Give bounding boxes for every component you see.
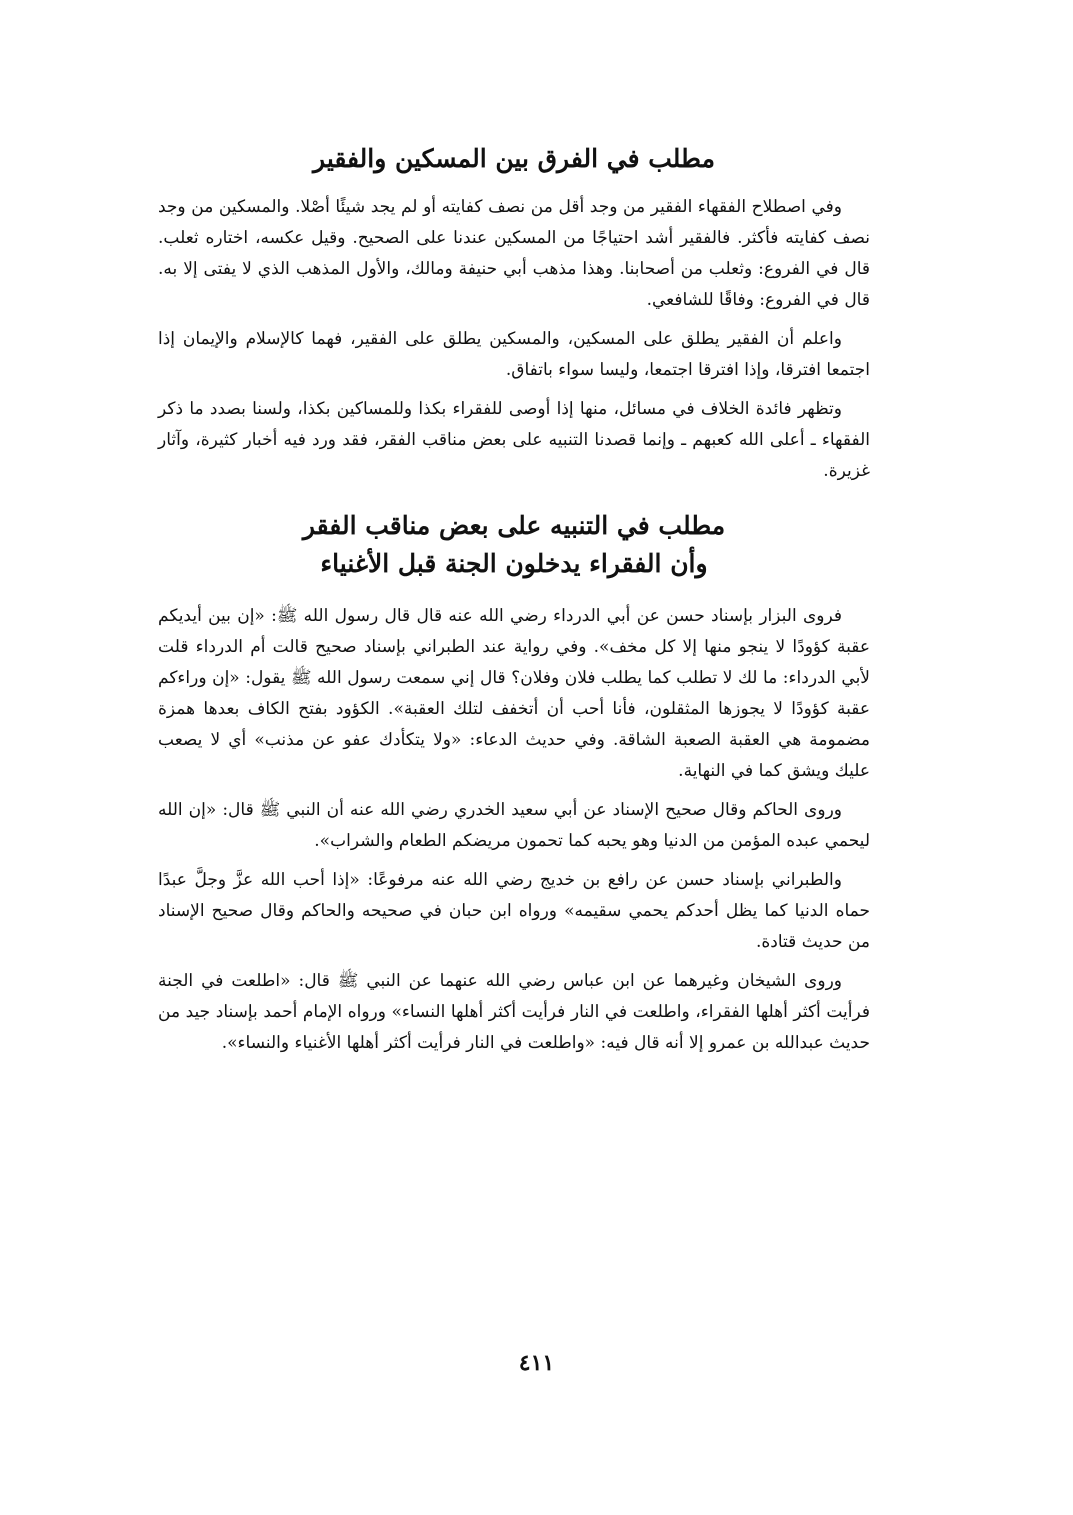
page-body (158, 140, 870, 1067)
paragraph: وروى الحاكم وقال صحيح الإسناد عن أبي سعيد الخدري رضي الله عنه أن النبي ﷺ قال: «إن الله ليحمي عبده المؤمن من الدنيا وهو يحبه كما تحمون مريضكم الطعام والشراب». (158, 800, 870, 851)
paragraph: واعلم أن الفقير يطلق على المسكين، والمسكين يطلق على الفقير، فهما كالإسلام والإيمان إذا اجتمعا افترقا، وإذا افترقا اجتمعا، وليسا سواء باتفاق. (158, 329, 870, 380)
paragraph: فروى البزار بإسناد حسن عن أبي الدرداء رضي الله عنه قال قال رسول الله ﷺ: «إن بين أيديكم عقبة كؤودًا لا ينجو منها إلا كل مخف». وفي رواية عند الطبراني بإسناد صحيح قالت أم الدرداء قلت لأبي الدرداء: ما لك لا تطلب كما يطلب فلان وفلان؟ قال إني سمعت رسول الله ﷺ يقول: «إن وراءكم عقبة كؤودًا لا يجوزها المثقلون، فأنا أحب أن أتخفف لتلك العقبة». الكؤود بفتح الكاف بعدها همزة مضمومة هي العقبة الصعبة الشاقة. وفي حديث الدعاء: «ولا يتكأدك عفو عن مذنب» أي لا يصعب عليك ويشق كما في النهاية. (158, 606, 870, 781)
section-heading-virtues-of-poverty (158, 507, 870, 583)
section-heading-line: مطلب في التنبيه على بعض مناقب الفقر (302, 511, 726, 540)
page-number: ٤١١ (518, 1350, 555, 1376)
paragraph: وروى الشيخان وغيرهما عن ابن عباس رضي الله عنهما عن النبي ﷺ قال: «اطلعت في الجنة فرأيت أكثر أهلها الفقراء، واطلعت في النار فرأيت أكثر أهلها النساء» ورواه الإمام أحمد بإسناد جيد من حديث عبدالله بن عمرو إلا أنه قال فيه: «واطلعت في النار فرأيت أكثر أهلها الأغنياء والنساء». (158, 971, 870, 1053)
paragraph: وفي اصطلاح الفقهاء الفقير من وجد أقل من نصف كفايته أو لم يجد شيئًا أصْلا. والمسكين من وجد نصف كفايته فأكثر. فالفقير أشد احتياجًا من المسكين عندنا على الصحيح. وقيل عكسه، اختاره ثعلب. قال في الفروع: وثعلب من أصحابنا. وهذا مذهب أبي حنيفة ومالك، والأول المذهب الذي لا يفتى إلا به. قال في الفروع: وفاقًا للشافعي. (158, 197, 870, 310)
section-heading-line: وأن الفقراء يدخلون الجنة قبل الأغنياء (320, 549, 708, 578)
paragraph: وتظهر فائدة الخلاف في مسائل، منها إذا أوصى للفقراء بكذا وللمساكين بكذا، ولسنا بصدد ما ذكر الفقهاء ـ أعلى الله كعبهم ـ وإنما قصدنا التنبيه على بعض مناقب الفقر، فقد ورد فيه أخبار كثيرة، وآثار غزيرة. (158, 399, 870, 481)
paragraph: والطبراني بإسناد حسن عن رافع بن خديج رضي الله عنه مرفوعًا: «إذا أحب الله عزَّ وجلَّ عبدًا حماه الدنيا كما يظل أحدكم يحمي سقيمه» ورواه ابن حبان في صحيحه والحاكم وقال صحيح الإسناد من حديث قتادة. (158, 870, 870, 952)
section-heading-poor-vs-needy: مطلب في الفرق بين المسكين والفقير (313, 144, 715, 173)
